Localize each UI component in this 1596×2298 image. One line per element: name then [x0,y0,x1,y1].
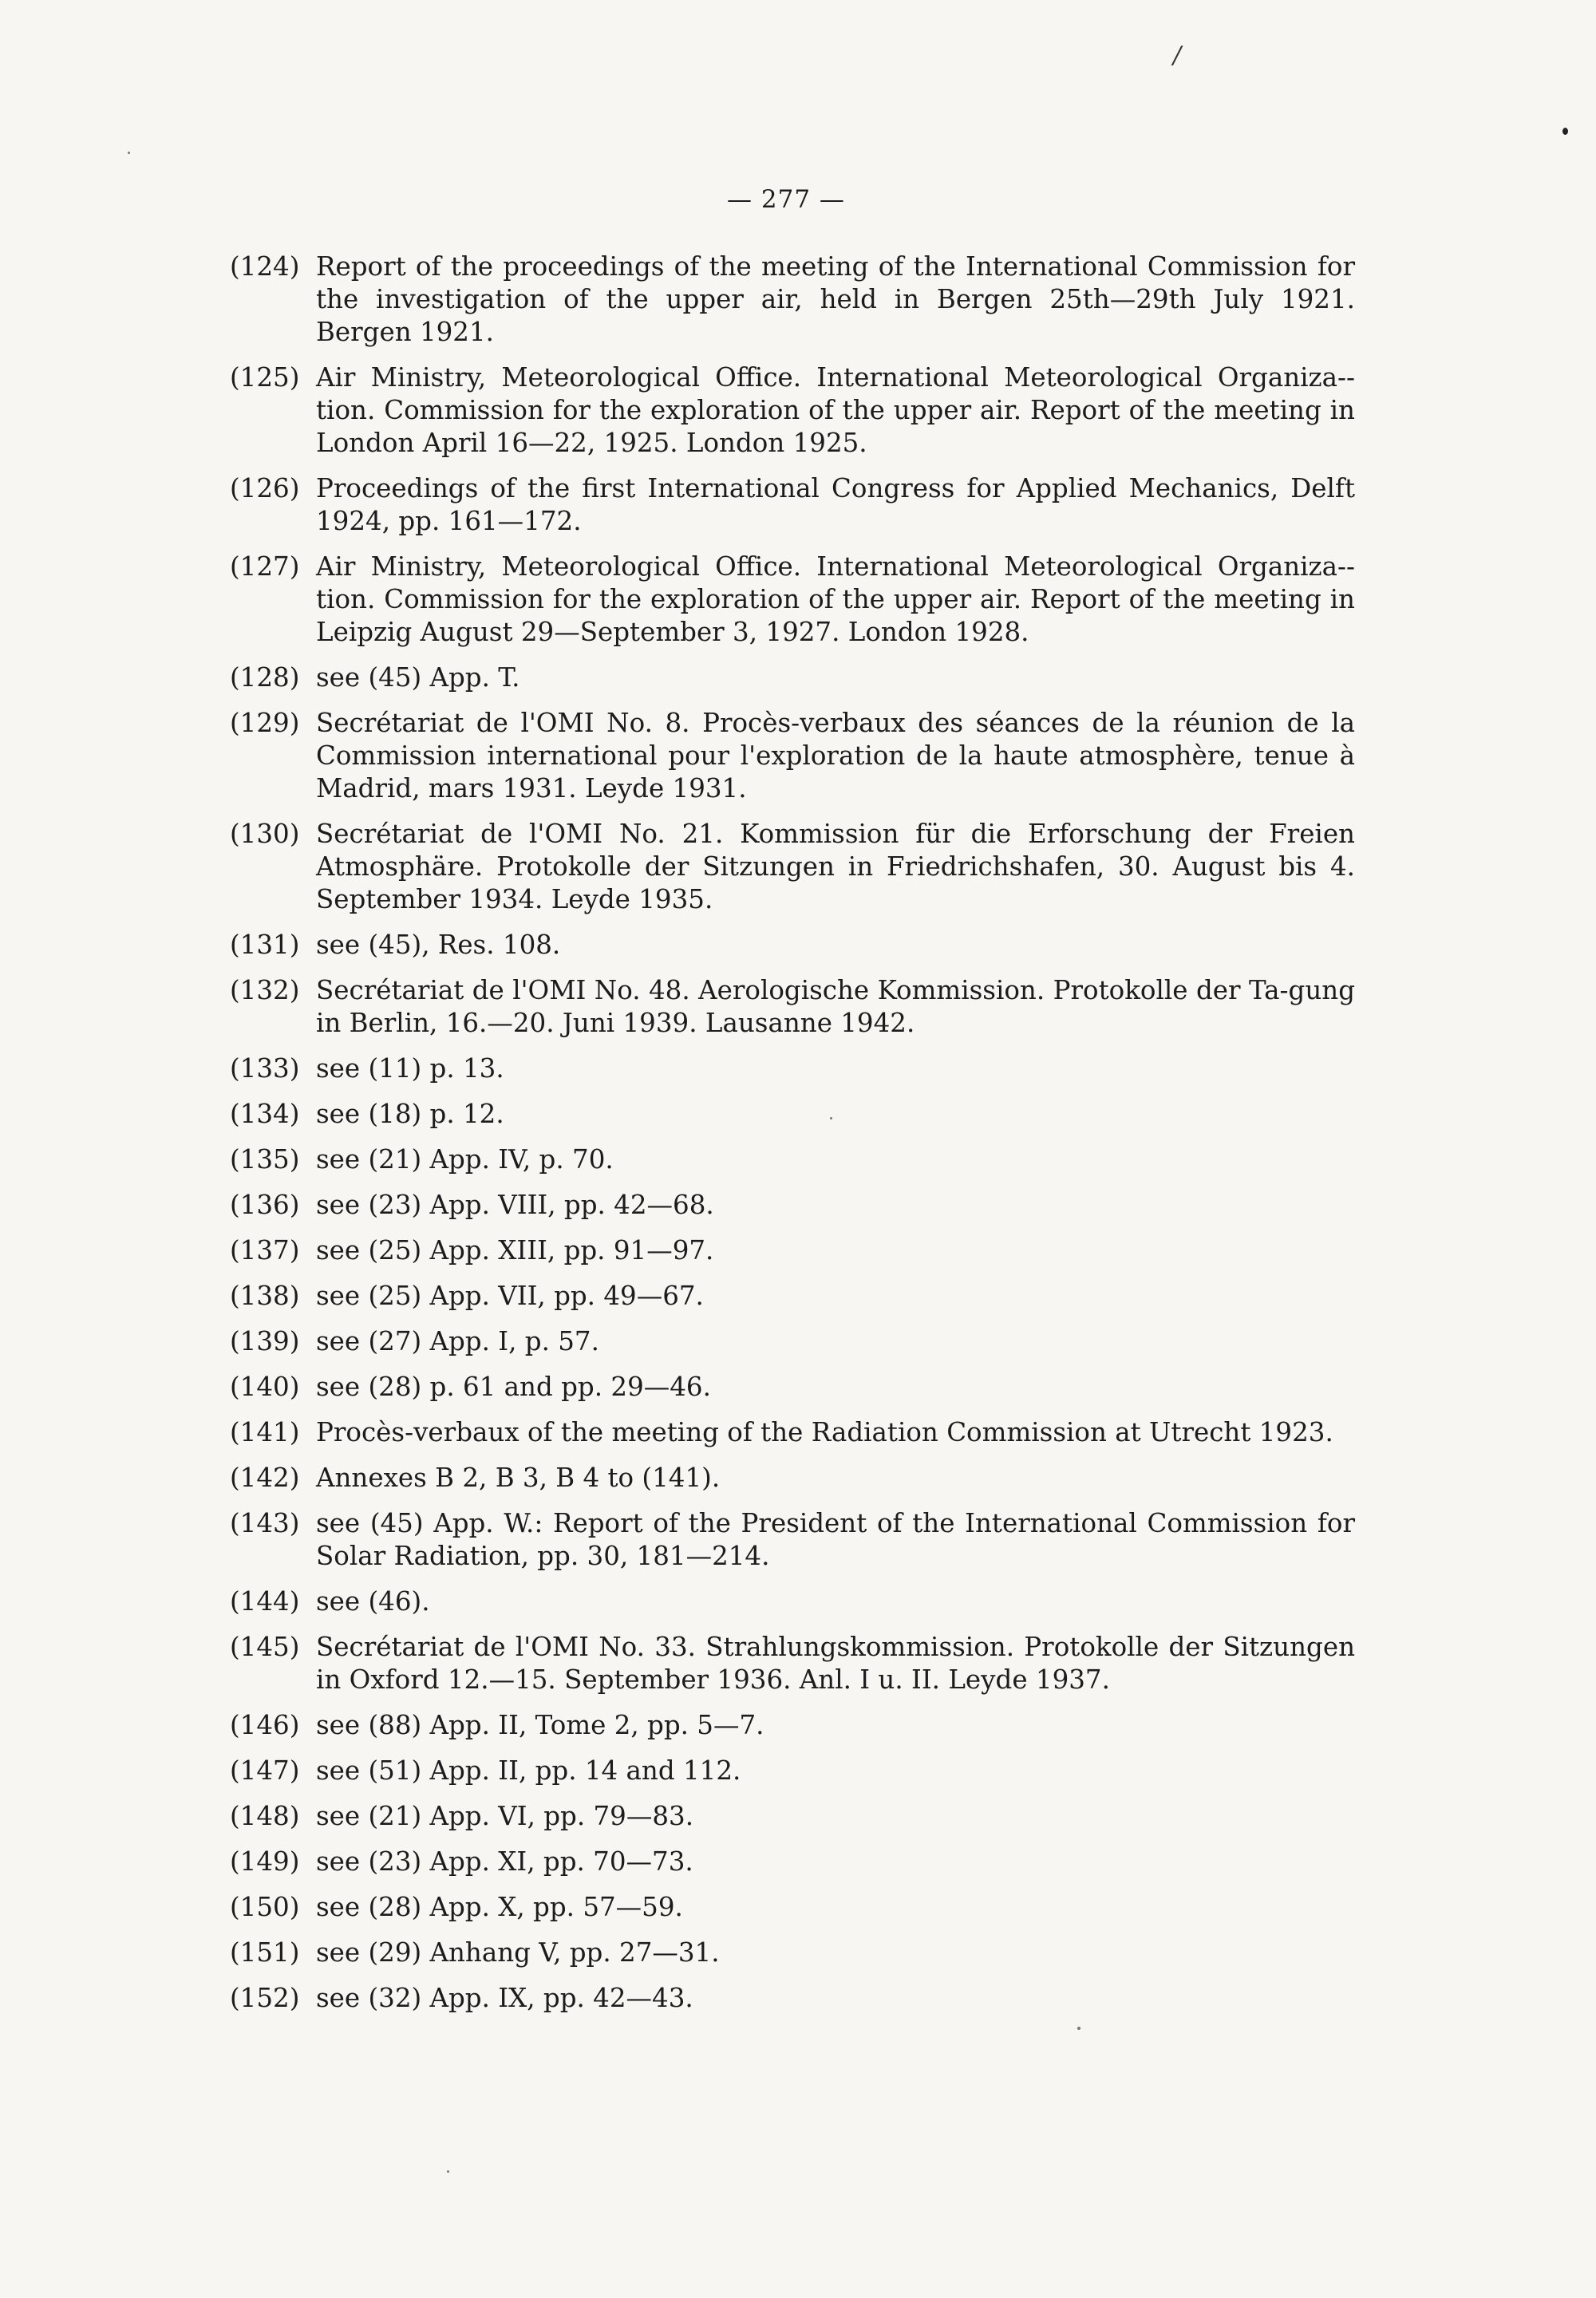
reference-text: see (21) App. IV, p. 70. [316,1144,614,1175]
reference-entry [230,1585,1355,1618]
speck-2 [128,152,130,154]
reference-entry [230,1098,1355,1131]
reference-text: see (18) p. 12. [316,1099,504,1129]
reference-entry [230,1937,1355,1969]
reference-text: Procès-verbaux of the meeting of the Radiation Commission at Utrecht 1923. [316,1417,1333,1447]
reference-number: (135) [230,1144,300,1175]
reference-text: see (88) App. II, Tome 2, pp. 5—7. [316,1710,764,1740]
reference-entry [230,929,1355,961]
reference-entry [230,707,1355,805]
reference-number: (145) [230,1632,300,1662]
reference-text: see (45) App. W.: Report of the President of the International Commission for Solar Radiation, pp. 30, 181—214. [316,1508,1355,1571]
reference-text: Report of the proceedings of the meeting of the International Commission for the investigation of the upper air, held in Bergen 25th—29th July 1921. Bergen 1921. [316,251,1355,347]
reference-number: (134) [230,1099,300,1129]
reference-entry [230,251,1355,349]
stray-mark: / [1173,41,1182,69]
reference-entry [230,1800,1355,1833]
reference-number: (140) [230,1372,300,1402]
reference-text: see (28) App. X, pp. 57—59. [316,1892,683,1922]
reference-entry [230,1143,1355,1176]
reference-number: (147) [230,1755,300,1786]
reference-text: see (11) p. 13. [316,1053,504,1084]
reference-text: Secrétariat de l'OMI No. 48. Aerologische Kommission. Protokolle der Ta-gung in Berlin, 16.—20. Juni 1939. Lausanne 1942. [316,975,1355,1038]
reference-entry [230,1234,1355,1267]
reference-number: (142) [230,1463,300,1493]
reference-text: Secrétariat de l'OMI No. 33. Strahlungskommission. Protokolle der Sitzungen in Oxford 12.—15. September 1936. Anl. I u. II. Leyde 1937. [316,1632,1355,1695]
reference-text: see (25) App. VII, pp. 49—67. [316,1281,704,1311]
reference-number: (150) [230,1892,300,1922]
reference-text: see (28) p. 61 and pp. 29—46. [316,1372,711,1402]
reference-text: Secrétariat de l'OMI No. 8. Procès-verbaux des séances de la réunion de la Commission international pour l'exploration de la haute atmosphère, tenue à Madrid, mars 1931. Leyde 1931. [316,708,1355,804]
reference-number: (143) [230,1508,300,1538]
reference-number: (139) [230,1326,300,1356]
reference-number: (151) [230,1937,300,1968]
reference-number: (148) [230,1801,300,1831]
reference-entry [230,1982,1355,2015]
reference-text: see (29) Anhang V, pp. 27—31. [316,1937,720,1968]
reference-entry [230,551,1355,649]
reference-number: (130) [230,819,300,849]
reference-number: (152) [230,1983,300,2013]
reference-entry [230,1631,1355,1696]
reference-number: (144) [230,1586,300,1617]
reference-text: see (51) App. II, pp. 14 and 112. [316,1755,741,1786]
reference-number: (146) [230,1710,300,1740]
reference-entry [230,1891,1355,1924]
reference-entry [230,1325,1355,1358]
reference-number: (129) [230,708,300,738]
reference-number: (128) [230,662,300,693]
page-number: — 277 — [727,185,845,214]
reference-entry [230,1755,1355,1787]
speck-1 [1562,128,1568,135]
reference-entry [230,818,1355,916]
reference-text: Air Ministry, Meteorological Office. International Meteorological Organiza-tion. Commission for the exploration of the upper air. Report of the meeting in London April 16—22, 1925. London 1925. [316,362,1355,458]
reference-text: see (32) App. IX, pp. 42—43. [316,1983,693,2013]
reference-text: Air Ministry, Meteorological Office. International Meteorological Organiza-tion. Commission for the exploration of the upper air. Report of the meeting in Leipzig August 29—September 3, 1927. London 1928. [316,551,1355,647]
reference-entry [230,472,1355,538]
reference-number: (131) [230,930,300,960]
reference-number: (132) [230,975,300,1005]
reference-number: (126) [230,473,300,503]
reference-text: see (45), Res. 108. [316,930,561,960]
reference-entry [230,1280,1355,1313]
reference-text: see (23) App. VIII, pp. 42—68. [316,1190,714,1220]
reference-number: (124) [230,251,300,282]
reference-entry [230,1189,1355,1222]
reference-entry [230,1052,1355,1085]
reference-entry [230,361,1355,460]
reference-text: Annexes B 2, B 3, B 4 to (141). [316,1463,721,1493]
reference-entry [230,1846,1355,1878]
reference-number: (136) [230,1190,300,1220]
reference-entry [230,1507,1355,1573]
speck-5 [447,2170,449,2173]
reference-text: see (45) App. T. [316,662,520,693]
reference-entry [230,1371,1355,1404]
reference-number: (137) [230,1235,300,1265]
reference-text: Secrétariat de l'OMI No. 21. Kommission für die Erforschung der Freien Atmosphäre. Protokolle der Sitzungen in Friedrichshafen, 30. August bis 4. September 1934. Leyde 1935. [316,819,1355,914]
reference-entry [230,1416,1355,1449]
reference-entry [230,1462,1355,1494]
reference-number: (125) [230,362,300,393]
reference-number: (141) [230,1417,300,1447]
reference-text: see (27) App. I, p. 57. [316,1326,599,1356]
reference-list [230,251,1355,2028]
reference-text: see (21) App. VI, pp. 79—83. [316,1801,694,1831]
reference-number: (127) [230,551,300,582]
reference-text: see (23) App. XI, pp. 70—73. [316,1846,693,1877]
reference-entry [230,661,1355,694]
reference-entry [230,974,1355,1040]
reference-number: (133) [230,1053,300,1084]
reference-number: (138) [230,1281,300,1311]
reference-number: (149) [230,1846,300,1877]
reference-entry [230,1709,1355,1742]
reference-text: see (25) App. XIII, pp. 91—97. [316,1235,714,1265]
reference-text: Proceedings of the first International Congress for Applied Mechanics, Delft 1924, pp. 161—172. [316,473,1355,536]
reference-text: see (46). [316,1586,430,1617]
